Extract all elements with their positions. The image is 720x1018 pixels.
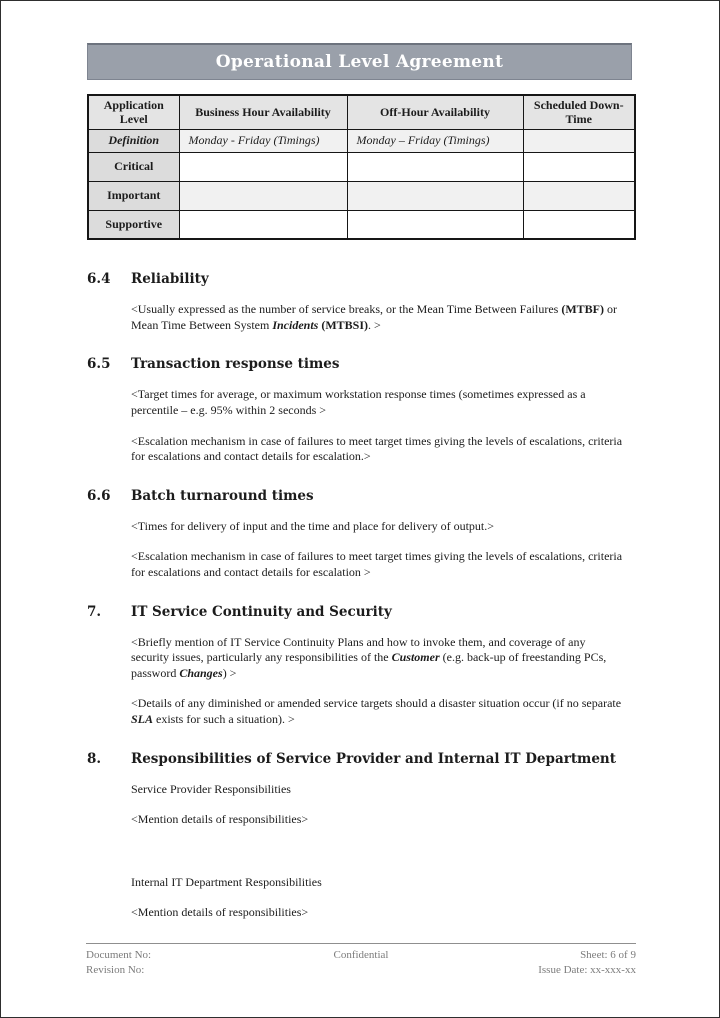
table-row-definition	[88, 129, 635, 152]
section-title: Responsibilities of Service Provider and Internal IT Department	[131, 750, 616, 767]
row-label: Critical	[88, 152, 179, 181]
section-7-it-service-continuity-and-security	[87, 604, 634, 728]
footer-sheet: Sheet: 6 of 9	[580, 949, 636, 961]
table-cell	[523, 181, 635, 210]
section-number: 6.5	[87, 356, 111, 373]
section-paragraph: Service Provider Responsibilities	[131, 781, 291, 796]
row-label: Supportive	[88, 210, 179, 239]
document-title: Operational Level Agreement	[215, 52, 504, 72]
section-paragraph: Internal IT Department Responsibilities	[131, 874, 322, 889]
section-heading	[87, 604, 634, 620]
section-paragraph: <Escalation mechanism in case of failures to meet target times giving the levels of escalations, criteria for escalations and contact details for escalation.>	[131, 433, 623, 464]
table-cell	[179, 210, 347, 239]
table-cell	[523, 210, 635, 239]
section-paragraph: <Usually expressed as the number of service breaks, or the Mean Time Between Failures (MTBF) or Mean Time Between System Incidents (MTBSI). >	[131, 302, 617, 332]
footer-right	[453, 948, 636, 978]
row-label: Definition	[88, 129, 179, 152]
section-heading	[87, 271, 634, 287]
row-label: Important	[88, 181, 179, 210]
section-paragraph: <Times for delivery of input and the time and place for delivery of output.>	[131, 518, 495, 533]
section-title: Reliability	[131, 271, 209, 288]
table-cell: Monday – Friday (Timings)	[347, 129, 523, 152]
section-title: IT Service Continuity and Security	[131, 603, 392, 620]
footer-document-no: Document No:	[86, 949, 152, 961]
section-6-4-reliability	[87, 271, 634, 333]
table-row-important	[88, 181, 635, 210]
section-heading	[87, 356, 634, 372]
table-cell	[347, 210, 523, 239]
section-paragraph: <Target times for average, or maximum workstation response times (sometimes expressed as a percentile – e.g. 95% within 2 seconds >	[131, 387, 586, 418]
section-number: 6.4	[87, 271, 111, 288]
table-row-supportive	[88, 210, 635, 239]
section-heading	[87, 488, 634, 504]
section-paragraph: <Mention details of responsibilities>	[131, 905, 309, 920]
document-body	[87, 271, 634, 921]
table-cell	[179, 152, 347, 181]
section-paragraph: <Details of any diminished or amended service targets should a disaster situation occur (if no separate SLA exists for such a situation). >	[131, 696, 622, 726]
table-cell	[347, 152, 523, 181]
page-footer	[86, 943, 636, 978]
table-header-row	[88, 95, 635, 129]
table-cell	[347, 181, 523, 210]
footer-confidential: Confidential	[333, 949, 389, 961]
table-cell	[523, 152, 635, 181]
section-heading	[87, 751, 634, 767]
section-number: 8.	[87, 750, 102, 767]
section-title: Transaction response times	[131, 356, 340, 373]
table-cell	[523, 129, 635, 152]
table-row-critical	[88, 152, 635, 181]
document-title-bar	[87, 43, 632, 80]
table-cell: Monday - Friday (Timings)	[179, 129, 347, 152]
col-header-business-hour-availability: Business Hour Availability	[179, 95, 347, 129]
section-6-5-transaction-response-times	[87, 356, 634, 464]
section-number: 7.	[87, 603, 102, 620]
col-header-scheduled-down-time: Scheduled Down-Time	[523, 95, 635, 129]
footer-revision-no: Revision No:	[86, 964, 145, 976]
col-header-off-hour-availability: Off-Hour Availability	[347, 95, 523, 129]
table-cell	[179, 181, 347, 210]
footer-issue-date: Issue Date: xx-xxx-xx	[538, 964, 636, 976]
section-8-responsibilities	[87, 751, 634, 921]
section-paragraph: <Escalation mechanism in case of failures to meet target times giving the levels of escalations, criteria for escalations and contact details for escalation >	[131, 549, 623, 580]
section-6-6-batch-turnaround-times	[87, 488, 634, 581]
col-header-application-level: Application Level	[88, 95, 179, 129]
section-paragraph: <Briefly mention of IT Service Continuity Plans and how to invoke them, and coverage of any security issues, particularly any responsibilities of the Customer (e.g. back-up of freestanding PCs, password Changes) >	[131, 634, 607, 680]
section-paragraph: <Mention details of responsibilities>	[131, 812, 309, 827]
footer-left	[86, 948, 269, 978]
section-number: 6.6	[87, 487, 111, 504]
section-title: Batch turnaround times	[131, 487, 314, 504]
availability-table	[87, 94, 636, 240]
